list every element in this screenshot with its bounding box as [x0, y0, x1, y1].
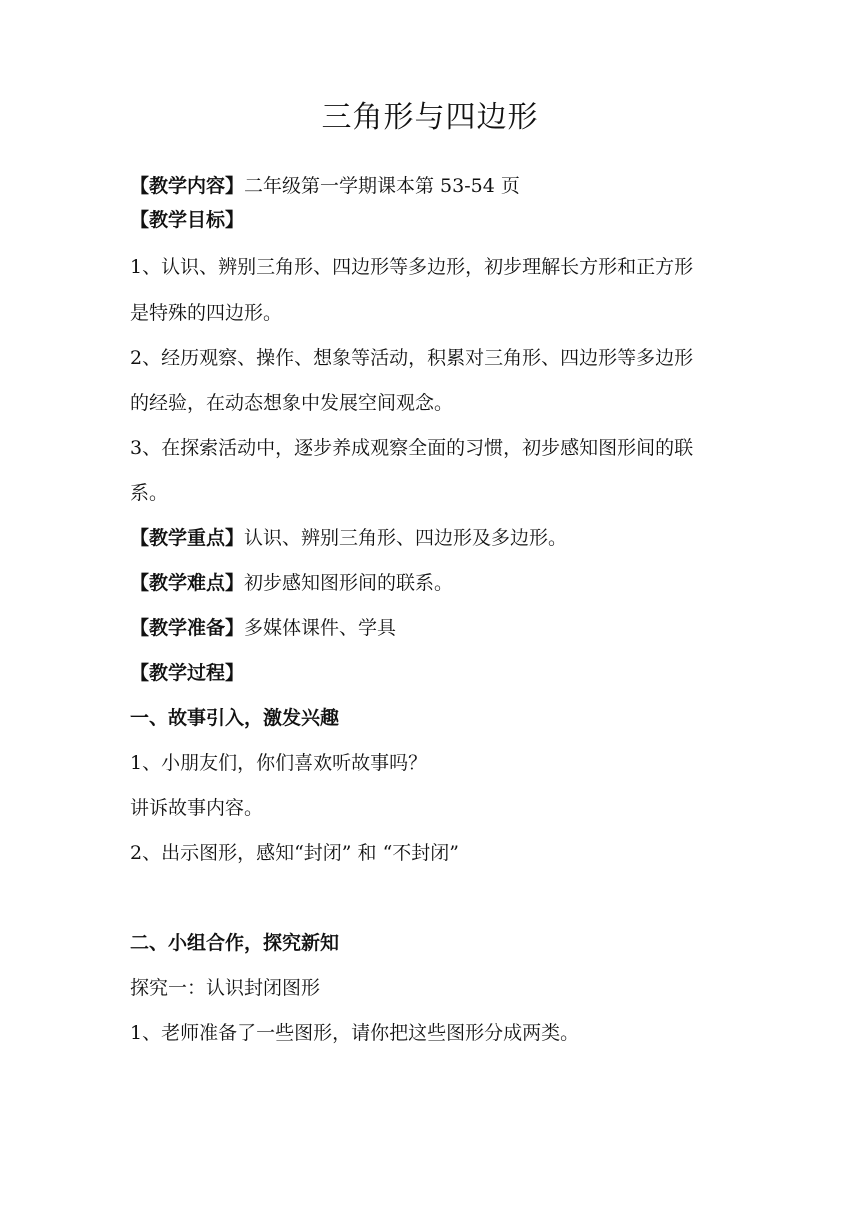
- section-1-line-1: 1、小朋友们，你们喜欢听故事吗？: [130, 752, 428, 774]
- key-points-text: 认识、辨别三角形、四边形及多边形。: [244, 527, 568, 549]
- process-label-line: [130, 659, 740, 687]
- objective-3-line-1: 3、在探索活动中，逐步养成观察全面的习惯，初步感知图形间的联: [130, 437, 694, 459]
- section-2-line-2: 1、老师准备了一些图形，请你把这些图形分成两类。: [130, 1022, 580, 1044]
- difficulties-label: 【教学难点】: [130, 572, 245, 594]
- difficulties-line: [130, 569, 740, 597]
- section-1-heading: 一、故事引入，激发兴趣: [130, 707, 340, 729]
- preparation-label: 【教学准备】: [130, 617, 245, 639]
- difficulties-text: 初步感知图形间的联系。: [244, 572, 454, 594]
- section-1-line-2: 讲诉故事内容。: [130, 797, 264, 819]
- objective-1-line-1: 1、认识、辨别三角形、四边形等多边形，初步理解长方形和正方形: [130, 256, 694, 278]
- teaching-objectives-label: 【教学目标】: [130, 209, 245, 231]
- preparation-line: [130, 614, 740, 642]
- document-title: 三角形与四边形: [321, 100, 539, 135]
- objective-2-line-1: 2、经历观察、操作、想象等活动，积累对三角形、四边形等多边形: [130, 347, 694, 369]
- section-2-heading: 二、小组合作，探究新知: [130, 932, 340, 954]
- objective-3-line-2: 系。: [130, 482, 169, 504]
- key-points-line: [130, 524, 740, 552]
- teaching-objectives-label-line: [130, 206, 740, 234]
- objective-1-line-2: 是特殊的四边形。: [130, 302, 283, 324]
- teaching-content-text: 二年级第一学期课本第 53-54 页: [244, 175, 520, 197]
- section-1-line-3: 2、出示图形，感知“封闭” 和 “不封闭”: [130, 842, 460, 864]
- teaching-content-line: [130, 172, 740, 200]
- section-2-line-1: 探究一：认识封闭图形: [130, 977, 321, 999]
- objective-2-line-2: 的经验，在动态想象中发展空间观念。: [130, 392, 454, 414]
- preparation-text: 多媒体课件、学具: [244, 617, 397, 639]
- key-points-label: 【教学重点】: [130, 527, 245, 549]
- teaching-content-label: 【教学内容】: [130, 175, 245, 197]
- process-label: 【教学过程】: [130, 662, 245, 684]
